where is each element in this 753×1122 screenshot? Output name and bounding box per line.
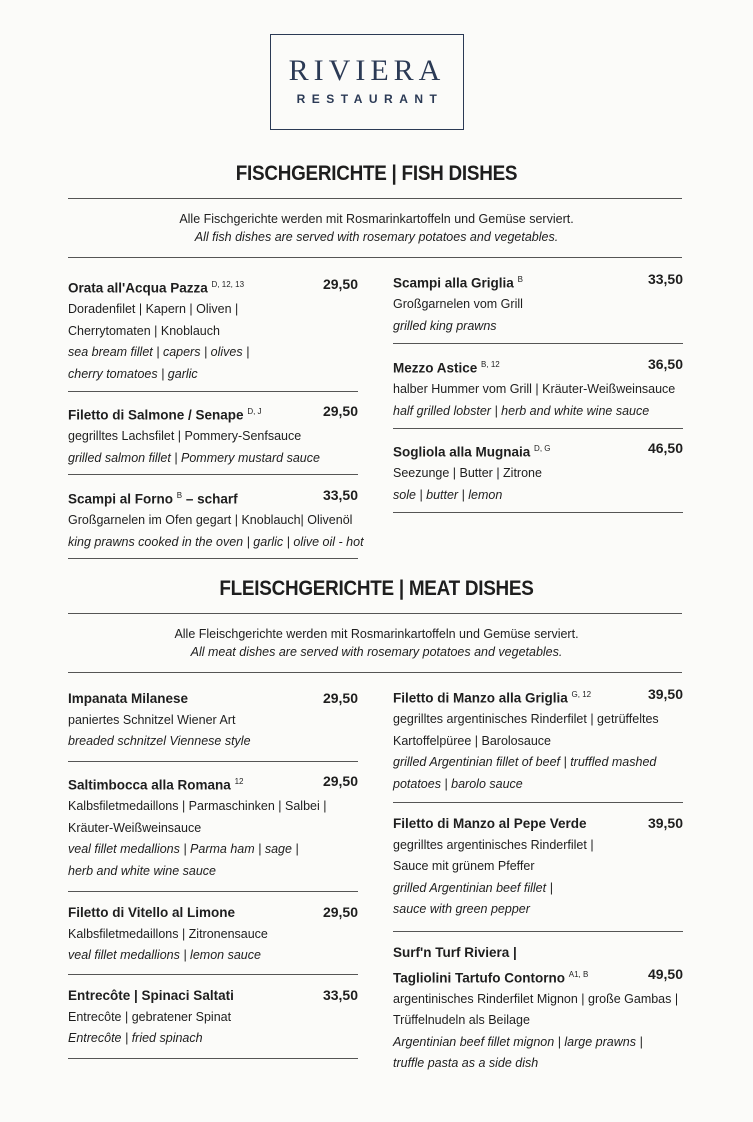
dish-allergens: G, 12: [571, 690, 592, 699]
dish-item: [68, 688, 358, 753]
dish-name: Filetto di Vitello al Limone: [68, 905, 236, 920]
logo-subtitle: RESTAURANT: [296, 92, 444, 106]
dish-price: 29,50: [322, 276, 358, 292]
dish-allergens: 12: [234, 777, 244, 786]
meat-intro-en: All meat dishes are served with rosemary potatoes and vegetables.: [190, 645, 563, 659]
dish-desc-en: cherry tomatoes | garlic: [68, 366, 198, 381]
divider: [393, 931, 683, 932]
dish-allergens: A1, B: [568, 969, 589, 979]
divider: [68, 198, 682, 199]
dish-desc-de: Trüffelnudeln als Beilage: [393, 1013, 530, 1027]
dish-name-line2: Tagliolini Tartufo Contorno: [393, 970, 565, 985]
dish-allergens: B, 12: [481, 360, 500, 369]
dish-allergens: B: [176, 491, 183, 500]
fish-intro-en: All fish dishes are served with rosemary potatoes and vegetables.: [194, 230, 559, 244]
dish-name: Surf'n Turf Riviera |: [393, 945, 517, 960]
dish-price: 29,50: [322, 690, 358, 706]
divider: [68, 474, 358, 475]
divider: [68, 891, 358, 892]
dish-price: 29,50: [322, 403, 358, 419]
dish-item: [68, 902, 358, 967]
dish-desc-en: Entrecôte | fried spinach: [68, 1031, 203, 1045]
divider: [68, 974, 358, 975]
dish-allergens: D, 12, 13: [211, 280, 245, 289]
dish-name: Scampi alla Griglia: [393, 275, 514, 291]
dish-item: [393, 942, 683, 1075]
dish-desc-en: grilled salmon fillet | Pommery mustard sauce: [68, 450, 320, 465]
dish-desc-en: potatoes | barolo sauce: [393, 776, 523, 791]
dish-desc-de: Kartoffelpüree | Barolosauce: [393, 733, 551, 748]
dish-desc-de: gegrilltes argentinisches Rinderfilet | getrüffeltes: [393, 712, 659, 726]
meat-intro-de: Alle Fleischgerichte werden mit Rosmarinkartoffeln und Gemüse serviert.: [174, 627, 579, 641]
dish-desc-de: gegrilltes argentinisches Rinderfilet |: [393, 837, 594, 852]
dish-desc-en: truffle pasta as a side dish: [393, 1056, 539, 1070]
logo-brand: RIVIERA: [288, 54, 446, 87]
dish-price: 33,50: [647, 271, 683, 287]
divider: [68, 613, 682, 614]
dish-item: [393, 684, 683, 795]
divider: [393, 802, 683, 803]
dish-desc-de: gegrilltes Lachsfilet | Pommery-Senfsauce: [68, 429, 302, 443]
dish-price: 33,50: [322, 487, 358, 503]
dish-desc-en: veal fillet medallions | Parma ham | sage |: [68, 842, 299, 856]
meat-section-heading: FLEISCHGERICHTE | MEAT DISHES: [219, 577, 534, 600]
divider: [68, 672, 682, 673]
dish-item: [393, 438, 683, 506]
dish-desc-de: argentinisches Rinderfilet Mignon | große Gambas |: [393, 991, 679, 1006]
divider: [393, 428, 683, 429]
dish-name: Entrecôte | Spinaci Saltati: [68, 988, 234, 1003]
divider: [68, 1058, 358, 1059]
dish-price: 29,50: [322, 773, 358, 789]
dish-desc-en: Argentinian beef fillet mignon | large prawns |: [393, 1034, 643, 1049]
dish-name: Scampi al Forno: [68, 491, 174, 507]
dish-price: 49,50: [647, 965, 683, 982]
dish-desc-de: Großgarnelen vom Grill: [393, 297, 523, 311]
dish-price: 46,50: [647, 440, 683, 456]
divider: [393, 512, 683, 513]
dish-name: Saltimbocca alla Romana: [68, 777, 231, 793]
dish-name: Orata all'Acqua Pazza: [68, 280, 208, 296]
dish-item: [68, 485, 364, 553]
dish-name: Filetto di Salmone / Senape: [68, 407, 244, 423]
dish-name: Filetto di Manzo alla Griglia: [393, 690, 568, 706]
dish-desc-en: sauce with green pepper: [393, 902, 530, 916]
dish-price: 33,50: [322, 987, 358, 1003]
dish-desc-en: herb and white wine sauce: [68, 863, 217, 878]
dish-name: Impanata Milanese: [68, 691, 189, 706]
divider: [68, 391, 358, 392]
dish-desc-de: Großgarnelen im Ofen gegart | Knoblauch| Olivenöl: [68, 513, 353, 527]
dish-item: [68, 274, 358, 385]
dish-name: Mezzo Astice: [393, 360, 478, 376]
dish-item: [393, 354, 683, 422]
dish-item: [393, 813, 683, 921]
dish-item: [68, 985, 358, 1050]
dish-desc-de: Sauce mit grünem Pfeffer: [393, 859, 535, 873]
dish-name-suffix: – scharf: [182, 491, 238, 507]
dish-desc-de: Kalbsfiletmedaillons | Parmaschinken | Salbei |: [68, 799, 327, 813]
dish-desc-en: sea bream fillet | capers | olives |: [68, 345, 250, 359]
dish-desc-de: Seezunge | Butter | Zitrone: [393, 466, 542, 480]
dish-allergens: D, J: [247, 407, 262, 416]
dish-desc-de: paniertes Schnitzel Wiener Art: [68, 712, 236, 727]
dish-allergens: D, G: [534, 444, 551, 453]
dish-price: 36,50: [647, 356, 683, 372]
dish-desc-en: half grilled lobster | herb and white wine sauce: [393, 403, 650, 418]
dish-allergens: B: [517, 275, 523, 284]
dish-price: 29,50: [322, 904, 358, 920]
fish-intro: [0, 210, 753, 246]
dish-desc-de: Kräuter-Weißweinsauce: [68, 820, 202, 835]
divider: [393, 343, 683, 344]
restaurant-logo: [270, 34, 464, 130]
divider: [68, 558, 358, 559]
dish-desc-en: grilled Argentinian beef fillet |: [393, 880, 553, 895]
dish-desc-de: Doradenfilet | Kapern | Oliven |: [68, 302, 239, 316]
fish-section-heading: FISCHGERICHTE | FISH DISHES: [235, 162, 518, 185]
divider: [68, 761, 358, 762]
meat-intro: [0, 625, 753, 661]
dish-price: 39,50: [647, 815, 683, 831]
dish-desc-en: breaded schnitzel Viennese style: [68, 734, 251, 748]
dish-desc-de: Cherrytomaten | Knoblauch: [68, 323, 220, 338]
divider: [68, 257, 682, 258]
dish-desc-de: Kalbsfiletmedaillons | Zitronensauce: [68, 926, 268, 941]
dish-desc-de: halber Hummer vom Grill | Kräuter-Weißweinsauce: [393, 382, 676, 396]
dish-desc-en: grilled king prawns: [393, 318, 497, 333]
dish-desc-en: king prawns cooked in the oven | garlic | olive oil - hot: [68, 534, 364, 549]
dish-item: [68, 771, 358, 882]
dish-name: Sogliola alla Mugnaia: [393, 444, 531, 460]
dish-desc-en: sole | butter | lemon: [393, 487, 503, 502]
dish-item: [68, 401, 358, 469]
dish-price: 39,50: [647, 686, 683, 702]
dish-name: Filetto di Manzo al Pepe Verde: [393, 816, 587, 831]
fish-intro-de: Alle Fischgerichte werden mit Rosmarinkartoffeln und Gemüse serviert.: [179, 212, 574, 226]
dish-item: [393, 269, 683, 337]
dish-desc-en: veal fillet medallions | lemon sauce: [68, 948, 261, 962]
dish-desc-de: Entrecôte | gebratener Spinat: [68, 1009, 232, 1024]
dish-desc-en: grilled Argentinian fillet of beef | truffled mashed: [393, 755, 657, 769]
